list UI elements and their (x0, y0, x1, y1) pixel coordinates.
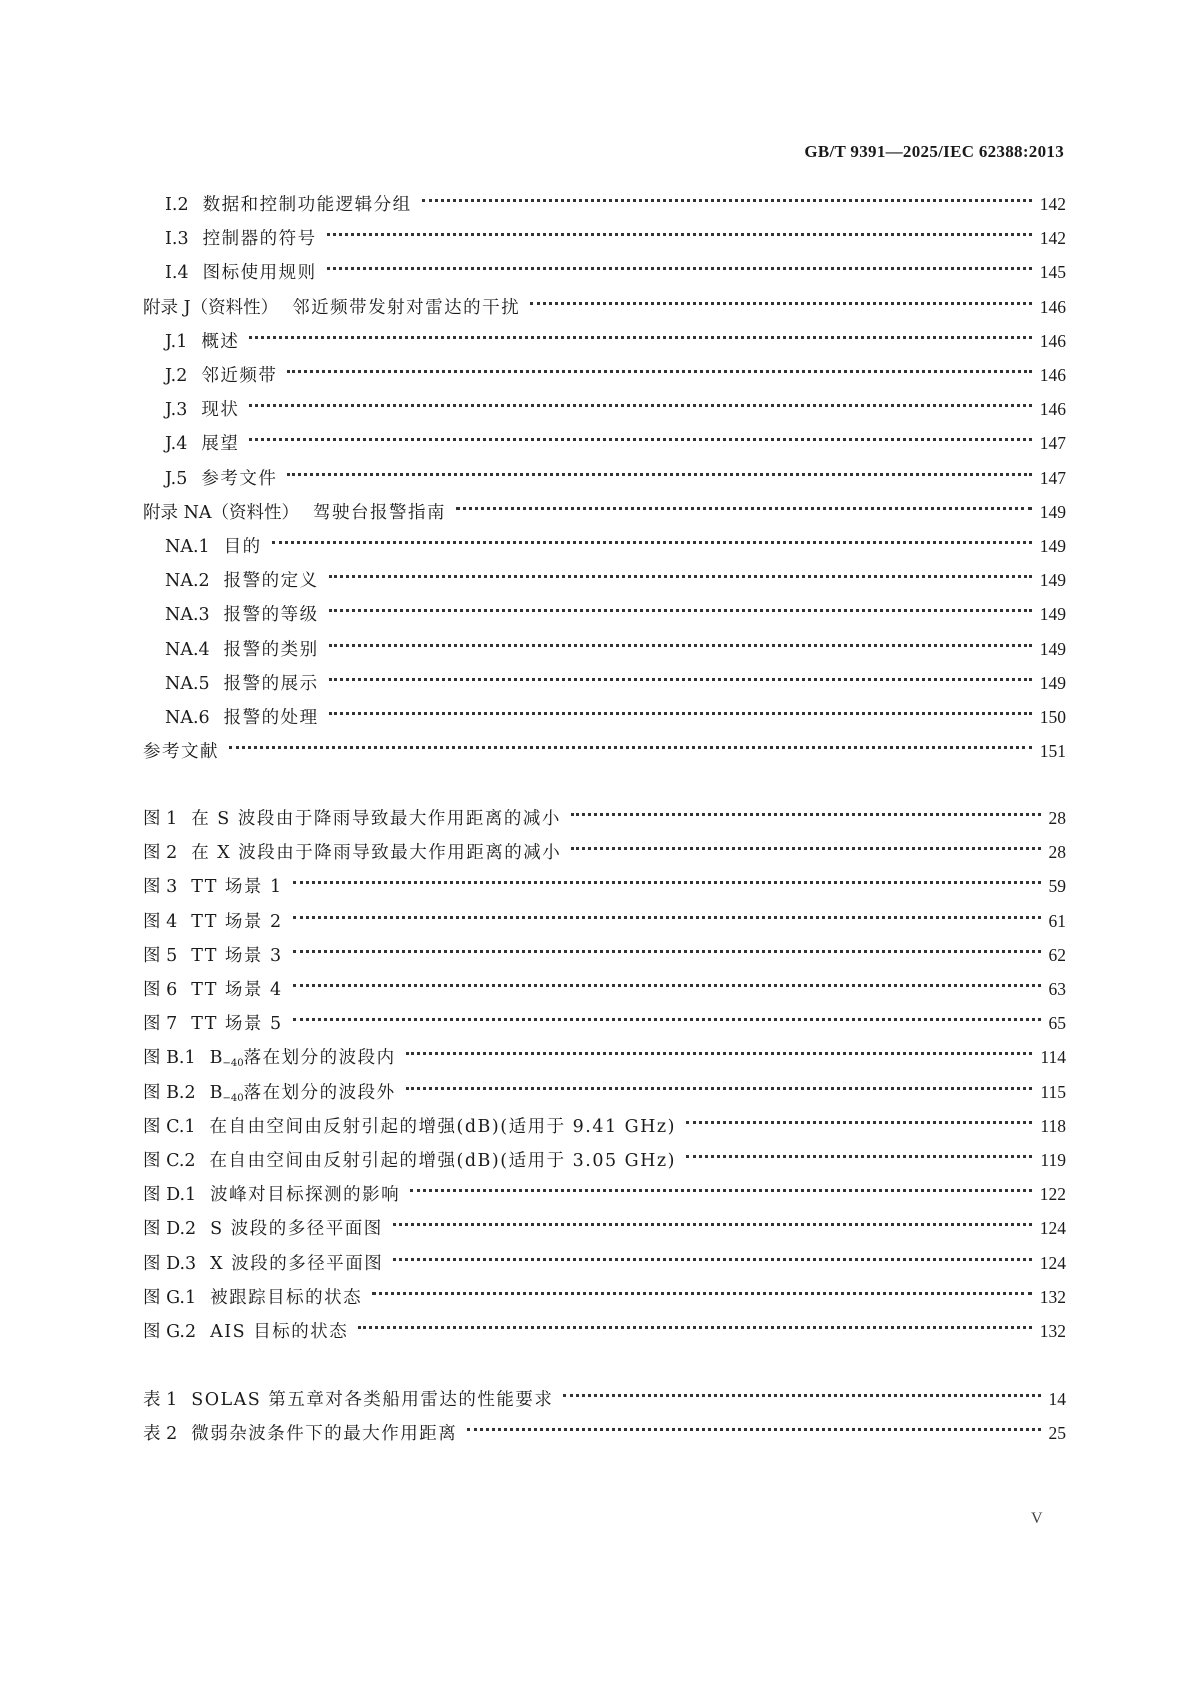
entry-number: NA.1 (165, 537, 210, 557)
entry-number: NA.2 (165, 571, 210, 592)
dot-leader (293, 965, 1041, 995)
figure-entry[interactable] (143, 1273, 1066, 1308)
dot-leader (393, 1204, 1032, 1234)
entry-number: 附录 J（资料性） (143, 297, 279, 318)
toc-entry[interactable] (165, 659, 1066, 694)
entry-number: NA.5 (165, 673, 210, 694)
entry-page-number: 151 (1039, 741, 1066, 762)
entry-label (143, 1419, 457, 1449)
figure-entry[interactable] (143, 897, 1066, 932)
entry-page-number: 115 (1040, 1081, 1066, 1102)
entry-page-number: 122 (1039, 1184, 1066, 1205)
entry-page-number: 119 (1040, 1150, 1066, 1170)
figure-entry[interactable] (143, 862, 1066, 898)
entry-title: 落在划分的波段内 (243, 1048, 396, 1069)
entry-page-number: 149 (1039, 536, 1066, 556)
toc-entry[interactable] (165, 214, 1066, 250)
entry-page-number: 114 (1040, 1047, 1066, 1068)
entry-page-number: 149 (1039, 570, 1066, 591)
entry-title: 报警的处理 (223, 708, 319, 728)
entry-number: 图 B.1 (143, 1048, 196, 1069)
dot-leader (406, 1068, 1033, 1098)
dot-leader (293, 931, 1041, 961)
entry-number: NA.6 (165, 708, 210, 728)
dot-leader (571, 794, 1041, 824)
dot-leader (293, 999, 1041, 1029)
entry-number: 图 2 (143, 843, 178, 864)
entry-title: SOLAS 第五章对各类船用雷达的性能要求 (191, 1390, 554, 1410)
entry-title: 概述 (201, 331, 240, 352)
entry-title: AIS 目标的状态 (210, 1322, 349, 1342)
entry-number: J.1 (165, 331, 188, 352)
figure-entry[interactable] (143, 965, 1066, 1000)
entry-title: X 波段的多径平面图 (210, 1253, 384, 1274)
dot-leader (563, 1375, 1040, 1405)
entry-number: 图 C.1 (143, 1116, 196, 1137)
entry-page-number: 65 (1048, 1013, 1066, 1034)
dot-leader (293, 862, 1041, 892)
entry-title: 图标使用规则 (202, 263, 317, 284)
entry-title: 报警的等级 (223, 605, 319, 626)
toc-entry[interactable] (165, 454, 1066, 489)
entry-number: J.2 (165, 366, 188, 386)
dot-leader (372, 1273, 1032, 1303)
entry-number: 图 G.1 (143, 1287, 197, 1308)
toc-entry[interactable] (165, 693, 1066, 728)
dot-leader (329, 693, 1032, 723)
entry-page-number: 146 (1039, 399, 1066, 420)
dot-leader (293, 897, 1041, 927)
toc-entry[interactable] (143, 727, 1066, 763)
entry-page-number: 61 (1048, 910, 1066, 931)
entry-title: 落在划分的波段外 (243, 1082, 396, 1103)
figure-entry[interactable] (143, 1239, 1066, 1274)
dot-leader (272, 522, 1032, 552)
entry-title: 报警的定义 (223, 571, 319, 592)
entry-page-number: 147 (1039, 433, 1066, 454)
entry-number: 图 D.1 (143, 1185, 197, 1206)
dot-leader (329, 590, 1032, 620)
symbol-subscript: −40 (222, 1092, 244, 1104)
dot-leader (358, 1307, 1032, 1337)
figure-entry[interactable] (143, 1068, 1066, 1104)
toc-entry[interactable] (165, 317, 1066, 352)
entry-number: J.5 (165, 468, 188, 489)
entry-number: NA.3 (165, 605, 210, 626)
dot-leader (686, 1102, 1032, 1132)
entry-title: 微弱杂波条件下的最大作用距离 (191, 1424, 458, 1445)
dot-leader (406, 1033, 1033, 1063)
standard-header: GB/T 9391—2025/IEC 62388:2013 (804, 142, 1064, 161)
dot-leader (287, 351, 1031, 381)
dot-leader (393, 1239, 1032, 1269)
dot-leader (249, 317, 1031, 347)
entry-title: TT 场景 3 (191, 945, 283, 966)
entry-title: 报警的展示 (223, 673, 319, 694)
entry-title: 现状 (201, 400, 240, 421)
dot-leader (327, 214, 1032, 244)
entry-number: I.4 (165, 263, 189, 284)
entry-page-number: 14 (1048, 1389, 1066, 1409)
entry-page-number: 28 (1048, 808, 1066, 828)
toc-entry[interactable] (165, 419, 1066, 455)
dot-leader (329, 625, 1032, 655)
toc-entry[interactable] (165, 556, 1066, 592)
toc-entry[interactable] (165, 385, 1066, 421)
entry-page-number: 62 (1048, 944, 1066, 965)
entry-number: I.3 (165, 229, 189, 250)
symbol-subscript: −40 (222, 1058, 244, 1070)
toc-entry[interactable] (143, 283, 1066, 318)
toc-entry[interactable] (165, 351, 1066, 386)
figure-entry[interactable] (143, 1102, 1066, 1137)
entry-label (143, 1317, 348, 1347)
dot-leader (329, 659, 1032, 689)
dot-leader (327, 248, 1032, 278)
entry-page-number: 147 (1039, 467, 1066, 488)
table-entry[interactable] (143, 1375, 1066, 1410)
entry-number: 表 1 (143, 1390, 178, 1410)
entry-label (143, 737, 219, 767)
entry-page-number: 28 (1048, 842, 1066, 863)
entry-number: 图 3 (143, 877, 178, 898)
entry-title: 在自由空间由反射引起的增强(dB)(适用于 9.41 GHz) (209, 1116, 676, 1137)
figure-entry[interactable] (143, 1307, 1066, 1342)
toc-entry[interactable] (143, 488, 1066, 523)
dot-leader (287, 454, 1031, 484)
entry-number: I.2 (165, 195, 189, 215)
entry-title: 控制器的符号 (202, 229, 317, 250)
entry-title: TT 场景 1 (191, 877, 283, 898)
figure-entry[interactable] (143, 931, 1066, 966)
dot-leader (467, 1409, 1040, 1439)
entry-page-number: 146 (1039, 365, 1066, 385)
page-number: V (1031, 1510, 1043, 1527)
toc-entry[interactable] (165, 625, 1066, 660)
entry-page-number: 146 (1039, 330, 1066, 351)
entry-title: 报警的类别 (223, 639, 319, 660)
entry-page-number: 149 (1039, 501, 1066, 522)
table-entry[interactable] (143, 1409, 1066, 1445)
entry-page-number: 145 (1039, 262, 1066, 283)
figure-entry[interactable] (143, 1204, 1066, 1240)
entry-page-number: 25 (1048, 1423, 1066, 1444)
entry-title: 在 X 波段由于降雨导致最大作用距离的减小 (191, 843, 562, 864)
entry-title: 波峰对目标探测的影响 (210, 1185, 401, 1206)
entry-title: 被跟踪目标的状态 (210, 1287, 363, 1308)
dot-leader (422, 180, 1032, 210)
dot-leader (686, 1136, 1032, 1166)
entry-page-number: 149 (1039, 638, 1066, 659)
entry-number: 图 6 (143, 980, 178, 1000)
entry-title: 邻近频带 (201, 366, 278, 386)
entry-number: J.3 (165, 400, 188, 421)
entry-page-number: 149 (1039, 672, 1066, 693)
entry-number: 图 5 (143, 945, 178, 966)
entry-number: 图 4 (143, 911, 178, 932)
entry-number: 图 1 (143, 809, 178, 829)
dot-leader (249, 385, 1031, 415)
dot-leader (530, 283, 1032, 313)
entry-page-number: 118 (1040, 1115, 1066, 1136)
entry-number: 图 7 (143, 1014, 178, 1035)
entry-title: TT 场景 4 (191, 980, 283, 1000)
entry-title: 目的 (223, 537, 262, 557)
entry-title: TT 场景 2 (191, 911, 283, 932)
entry-page-number: 150 (1039, 707, 1066, 727)
symbol-prefix: B (209, 1082, 223, 1103)
entry-page-number: 59 (1048, 876, 1066, 897)
dot-leader (329, 556, 1032, 586)
entry-title: 在自由空间由反射引起的增强(dB)(适用于 3.05 GHz) (209, 1151, 676, 1171)
entry-title: 驾驶台报警指南 (313, 502, 447, 523)
entry-number: 图 D.2 (143, 1219, 197, 1240)
entry-number: 附录 NA（资料性） (143, 502, 300, 523)
figure-entry[interactable] (143, 999, 1066, 1035)
entry-title: 参考文献 (143, 742, 219, 763)
figure-entry[interactable] (143, 1170, 1066, 1206)
entry-number: NA.4 (165, 639, 210, 660)
figure-entry[interactable] (143, 1033, 1066, 1070)
dot-leader (456, 488, 1032, 518)
entry-page-number: 63 (1048, 979, 1066, 999)
entry-title: S 波段的多径平面图 (210, 1219, 383, 1240)
dot-leader (571, 828, 1040, 858)
entry-number: 图 B.2 (143, 1082, 196, 1103)
entry-title: 数据和控制功能逻辑分组 (202, 195, 412, 215)
dot-leader (229, 727, 1032, 757)
entry-number: 图 C.2 (143, 1151, 196, 1171)
toc-entry[interactable] (165, 248, 1066, 284)
entry-number: 图 G.2 (143, 1322, 197, 1342)
entry-page-number: 149 (1039, 604, 1066, 625)
entry-page-number: 132 (1039, 1321, 1066, 1341)
toc-entry[interactable] (165, 590, 1066, 626)
entry-title: TT 场景 5 (191, 1014, 283, 1035)
entry-title: 邻近频带发射对雷达的干扰 (292, 297, 521, 318)
entry-title: 参考文件 (201, 468, 278, 489)
entry-page-number: 142 (1039, 228, 1066, 249)
entry-page-number: 146 (1039, 296, 1066, 317)
entry-title: 展望 (201, 434, 240, 455)
entry-page-number: 124 (1039, 1252, 1066, 1273)
figure-entry[interactable] (143, 1136, 1066, 1171)
entry-number: 图 D.3 (143, 1253, 197, 1274)
entry-number: J.4 (165, 434, 188, 455)
entry-page-number: 124 (1039, 1218, 1066, 1239)
dot-leader (249, 419, 1031, 449)
figure-entry[interactable] (143, 828, 1066, 864)
entry-page-number: 132 (1039, 1286, 1066, 1307)
entry-number: 表 2 (143, 1424, 178, 1445)
entry-page-number: 142 (1039, 194, 1066, 214)
entry-title: 在 S 波段由于降雨导致最大作用距离的减小 (191, 809, 561, 829)
dot-leader (410, 1170, 1032, 1200)
figure-entry[interactable] (143, 794, 1066, 829)
symbol-prefix: B (209, 1048, 223, 1069)
toc-entry[interactable] (165, 522, 1066, 557)
toc-entry[interactable] (165, 180, 1066, 215)
